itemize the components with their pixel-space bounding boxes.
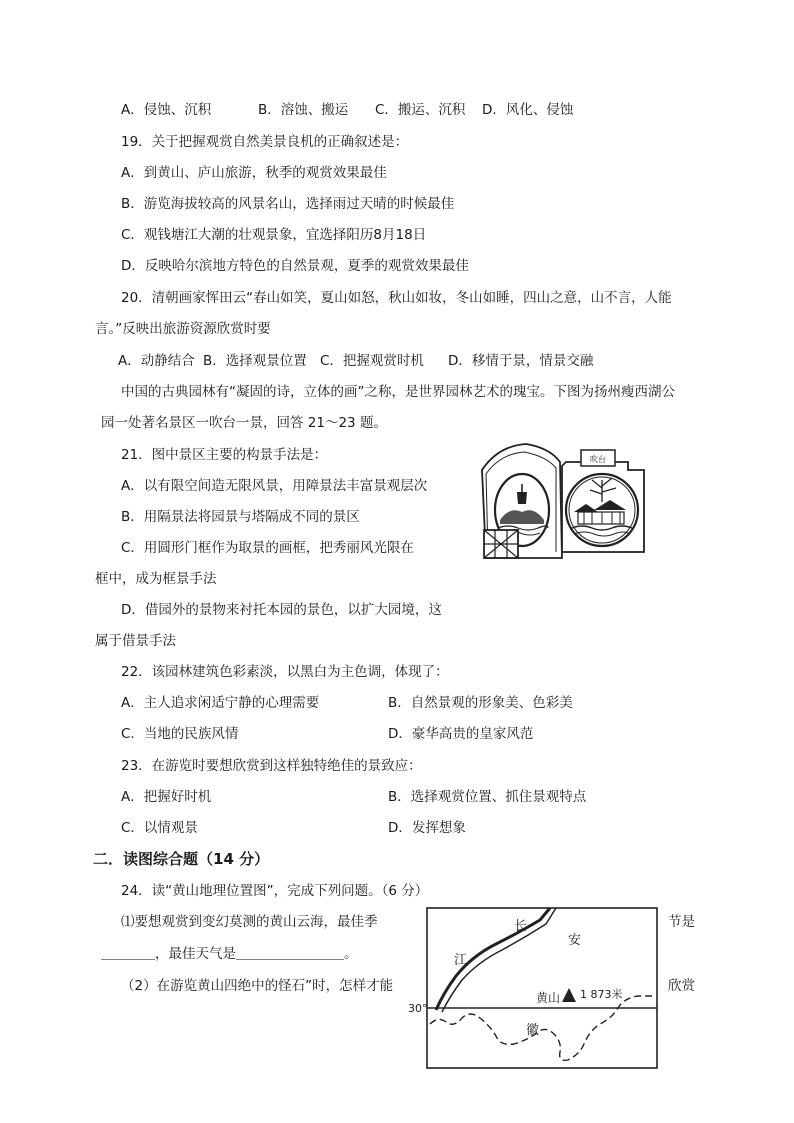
q19-option-c: C．观钱塘江大潮的壮观景象，宜选择阳历8月18日 bbox=[121, 227, 427, 243]
q20-option-d: D．移情于景，情景交融 bbox=[448, 353, 594, 369]
latitude-label: 30° bbox=[408, 1002, 428, 1015]
q21-option-d-line1: D．借园外的景物来衬托本园的景色，以扩大园境，这 bbox=[121, 602, 442, 618]
label-jiang: 江 bbox=[454, 953, 468, 968]
label-hui: 徽 bbox=[526, 1023, 540, 1038]
q22-stem: 22．该园林建筑色彩素淡，以黑白为主色调，体现了： bbox=[121, 664, 449, 680]
q19-option-b: B．游览海拔较高的风景名山，选择雨过天晴的时候最佳 bbox=[121, 196, 455, 212]
q24-part1-line2: ＿＿＿＿，最佳天气是＿＿＿＿＿＿＿＿。 bbox=[101, 946, 358, 962]
label-huangshan: 黄山 bbox=[536, 991, 561, 1005]
huangshan-map bbox=[404, 904, 662, 1072]
q20-option-b: B．选择观景位置 bbox=[203, 353, 307, 369]
q18-option-d: D．风化、侵蚀 bbox=[482, 102, 574, 118]
q24-part2-line1: （2）在游览黄山四绝中的怪石”时，怎样才能 bbox=[121, 978, 394, 994]
q20-stem-line1: 20．清朝画家恽田云“春山如笑，夏山如怒，秋山如妆，冬山如睡，四山之意，山不言，人能 bbox=[121, 290, 672, 306]
q22-option-d: D．豪华高贵的皇家风范 bbox=[388, 726, 534, 742]
q23-option-d: D．发挥想象 bbox=[388, 820, 466, 836]
q21-stem: 21．图中景区主要的构景手法是： bbox=[121, 447, 328, 463]
q20-option-c: C．把握观赏时机 bbox=[320, 353, 424, 369]
q18-option-a: A．侵蚀、沉积 bbox=[121, 102, 212, 118]
q23-option-c: C．以情观景 bbox=[121, 820, 198, 836]
q20-stem-line2: 言。”反映出旅游资源欣赏时要 bbox=[95, 321, 271, 337]
label-chang: 长 bbox=[514, 919, 528, 934]
q24-stem: 24．读“黄山地理位置图”，完成下列问题。（6 分） bbox=[121, 883, 429, 899]
q18-option-c: C．搬运、沉积 bbox=[375, 102, 466, 118]
q22-option-c: C．当地的民族风情 bbox=[121, 726, 239, 742]
label-elevation: 1 873米 bbox=[580, 988, 623, 1001]
section-title: 二．读图综合题（14 分） bbox=[93, 850, 270, 868]
q22-option-a: A．主人追求闲适宁静的心理需要 bbox=[121, 695, 320, 711]
intro-line2: 园一处著名景区一吹台一景，回答 21～23 题。 bbox=[101, 415, 387, 431]
q19-option-a: A．到黄山、庐山旅游，秋季的观赏效果最佳 bbox=[121, 165, 387, 181]
q19-option-d: D．反映哈尔滨地方特色的自然景观，夏季的观赏效果最佳 bbox=[121, 258, 469, 274]
q21-option-c-line2: 框中，成为框景手法 bbox=[95, 571, 217, 587]
q21-option-a: A．以有限空间造无限风景，用障景法丰富景观层次 bbox=[121, 478, 428, 494]
q23-stem: 23．在游览时要想欣赏到这样独特绝佳的景致应： bbox=[121, 758, 422, 774]
q19-stem: 19．关于把握观赏自然美景良机的正确叙述是： bbox=[121, 134, 409, 150]
garden-figure bbox=[478, 440, 648, 562]
plaque-text: 吹台 bbox=[590, 455, 606, 464]
map-frame bbox=[427, 908, 657, 1068]
q21-option-d-line2: 属于借景手法 bbox=[95, 633, 176, 649]
intro-line1: 中国的古典园林有“凝固的诗，立体的画”之称，是世界园林艺术的瑰宝。下图为扬州瘦西湖公 bbox=[121, 384, 675, 400]
q23-option-b: B．选择观赏位置、抓住景观特点 bbox=[388, 789, 587, 805]
q18-option-b: B．溶蚀、搬运 bbox=[258, 102, 349, 118]
q24-part2-line1-end: 欣赏 bbox=[668, 978, 695, 994]
q20-option-a: A．动静结合 bbox=[118, 353, 195, 369]
q21-option-c-line1: C．用圆形门框作为取景的画框，把秀丽风光限在 bbox=[121, 540, 414, 556]
label-an: 安 bbox=[568, 933, 582, 948]
q22-option-b: B．自然景观的形象美、色彩美 bbox=[388, 695, 573, 711]
q24-part1-line1: ⑴要想观赏到变幻莫测的黄山云海，最佳季 bbox=[121, 914, 378, 930]
q21-option-b: B．用隔景法将园景与塔隔成不同的景区 bbox=[121, 509, 360, 525]
q24-part1-line1-end: 节是 bbox=[668, 914, 695, 930]
q23-option-a: A．把握好时机 bbox=[121, 789, 212, 805]
